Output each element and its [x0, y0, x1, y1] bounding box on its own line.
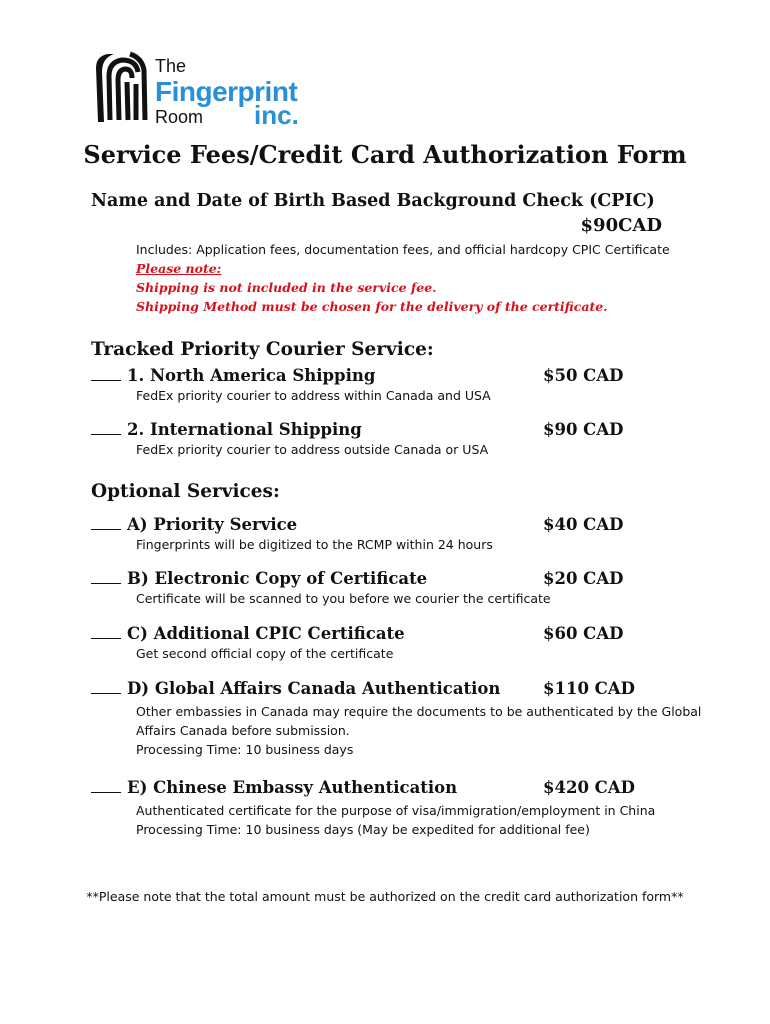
note-shipping-excluded: Shipping is not included in the service fee.	[136, 280, 437, 295]
note-shipping-method: Shipping Method must be chosen for the delivery of the certificate.	[136, 299, 608, 314]
item-price: $50 CAD	[543, 366, 624, 385]
checkbox-blank[interactable]	[91, 433, 121, 435]
courier-heading: Tracked Priority Courier Service:	[91, 339, 434, 360]
courier-item-international	[91, 420, 362, 439]
optional-item-additional-cpic	[91, 624, 405, 643]
page-title: Service Fees/Credit Card Authorization Form	[83, 140, 687, 169]
item-price: $40 CAD	[543, 515, 624, 534]
item-price: $90 CAD	[543, 420, 624, 439]
item-description: Fingerprints will be digitized to the RCMP within 24 hours	[136, 537, 493, 552]
item-price: $420 CAD	[543, 778, 635, 797]
main-service-price: $90CAD	[580, 215, 662, 236]
checkbox-blank[interactable]	[91, 582, 121, 584]
item-description: Processing Time: 10 business days	[136, 742, 354, 757]
item-price: $20 CAD	[543, 569, 624, 588]
footer-note: **Please note that the total amount must be authorized on the credit card authorization form**	[86, 889, 684, 904]
checkbox-blank[interactable]	[91, 528, 121, 530]
main-service-name: Name and Date of Birth Based Background Check (CPIC)	[91, 191, 655, 211]
optional-item-electronic-copy	[91, 569, 427, 588]
item-label: D) Global Affairs Canada Authentication	[127, 679, 501, 698]
item-description: Get second official copy of the certificate	[136, 646, 394, 661]
item-description: FedEx priority courier to address outside Canada or USA	[136, 442, 489, 457]
checkbox-blank[interactable]	[91, 692, 121, 694]
item-label: A) Priority Service	[127, 515, 298, 534]
optional-heading: Optional Services:	[91, 481, 280, 502]
item-label: B) Electronic Copy of Certificate	[127, 569, 428, 588]
item-price: $60 CAD	[543, 624, 624, 643]
courier-item-north-america	[91, 366, 375, 385]
logo-inc: inc.	[254, 100, 299, 130]
logo-the: The	[155, 56, 187, 76]
item-label: 2. International Shipping	[127, 420, 362, 439]
item-label: E) Chinese Embassy Authentication	[127, 778, 458, 797]
checkbox-blank[interactable]	[91, 637, 121, 639]
checkbox-blank[interactable]	[91, 379, 121, 381]
item-description: Certificate will be scanned to you before we courier the certificate	[136, 591, 551, 606]
note-label: Please note:	[136, 261, 222, 276]
fingerprint-icon	[92, 50, 156, 128]
item-description: Authenticated certificate for the purpose of visa/immigration/employment in China	[136, 803, 656, 818]
item-description: Affairs Canada before submission.	[136, 723, 350, 738]
logo-room: Room	[155, 107, 204, 127]
item-description: Processing Time: 10 business days (May be expedited for additional fee)	[136, 822, 590, 837]
item-price: $110 CAD	[543, 679, 635, 698]
optional-item-chinese-embassy	[91, 778, 457, 797]
item-label: 1. North America Shipping	[127, 366, 376, 385]
item-label: C) Additional CPIC Certificate	[127, 624, 405, 643]
item-description: Other embassies in Canada may require the documents to be authenticated by the Global	[136, 704, 702, 719]
company-logo	[92, 50, 322, 128]
item-description: FedEx priority courier to address within Canada and USA	[136, 388, 491, 403]
main-service-includes: Includes: Application fees, documentation fees, and official hardcopy CPIC Certificate	[136, 242, 670, 257]
optional-item-priority	[91, 515, 297, 534]
checkbox-blank[interactable]	[91, 791, 121, 793]
optional-item-global-affairs	[91, 679, 500, 698]
logo-fingerprint: Fingerprint	[155, 76, 298, 107]
